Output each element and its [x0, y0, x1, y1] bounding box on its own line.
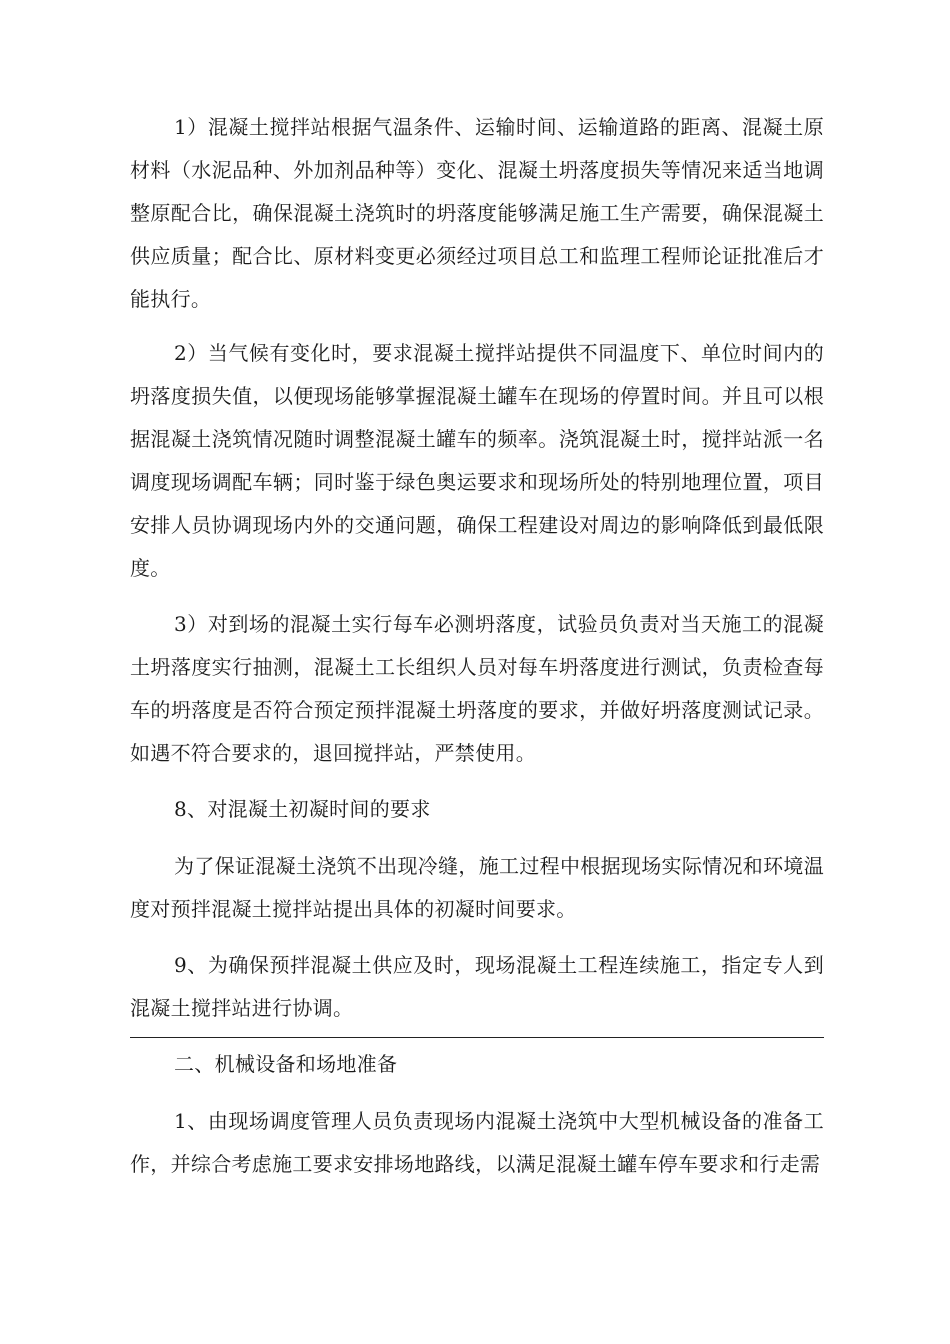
paragraph-machinery-prep: 1、由现场调度管理人员负责现场内混凝土浇筑中大型机械设备的准备工作，并综合考虑施工要求安排场地路线，以满足混凝土罐车停车要求和行走需: [130, 1109, 824, 1176]
section-divider: [130, 1037, 824, 1038]
paragraph-slump-adjustment: 1）混凝土搅拌站根据气温条件、运输时间、运输道路的距离、混凝土原材料（水泥品种、外加剂品种等）变化、混凝土坍落度损失等情况来适当地调整原配合比，确保混凝土浇筑时的坍落度能够满足施工生产需要，确保混凝土供应质量；配合比、原材料变更必须经过项目总工和监理工程师论证批准后才能执行。: [130, 115, 824, 311]
paragraph-weather-change: 2）当气候有变化时，要求混凝土搅拌站提供不同温度下、单位时间内的坍落度损失值，以便现场能够掌握混凝土罐车在现场的停置时间。并且可以根据混凝土浇筑情况随时调整混凝土罐车的频率。浇筑混凝土时，搅拌站派一名调度现场调配车辆；同时鉴于绿色奥运要求和现场所处的特别地理位置，项目安排人员协调现场内外的交通问题，确保工程建设对周边的影响降低到最低限度。: [130, 341, 824, 580]
paragraph-supply-coordination: 9、为确保预拌混凝土供应及时，现场混凝土工程连续施工，指定专人到混凝土搅拌站进行协调。: [130, 953, 824, 1020]
heading-machinery-site-prep: 二、机械设备和场地准备: [174, 1052, 398, 1076]
heading-initial-setting-time: 8、对混凝土初凝时间的要求: [174, 797, 431, 821]
paragraph-cold-joint: 为了保证混凝土浇筑不出现冷缝，施工过程中根据现场实际情况和环境温度对预拌混凝土搅拌站提出具体的初凝时间要求。: [130, 854, 824, 921]
paragraph-slump-testing: 3）对到场的混凝土实行每车必测坍落度，试验员负责对当天施工的混凝土坍落度实行抽测，混凝土工长组织人员对每车坍落度进行测试，负责检查每车的坍落度是否符合预定预拌混凝土坍落度的要求，并做好坍落度测试记录。如遇不符合要求的，退回搅拌站，严禁使用。: [130, 612, 824, 765]
